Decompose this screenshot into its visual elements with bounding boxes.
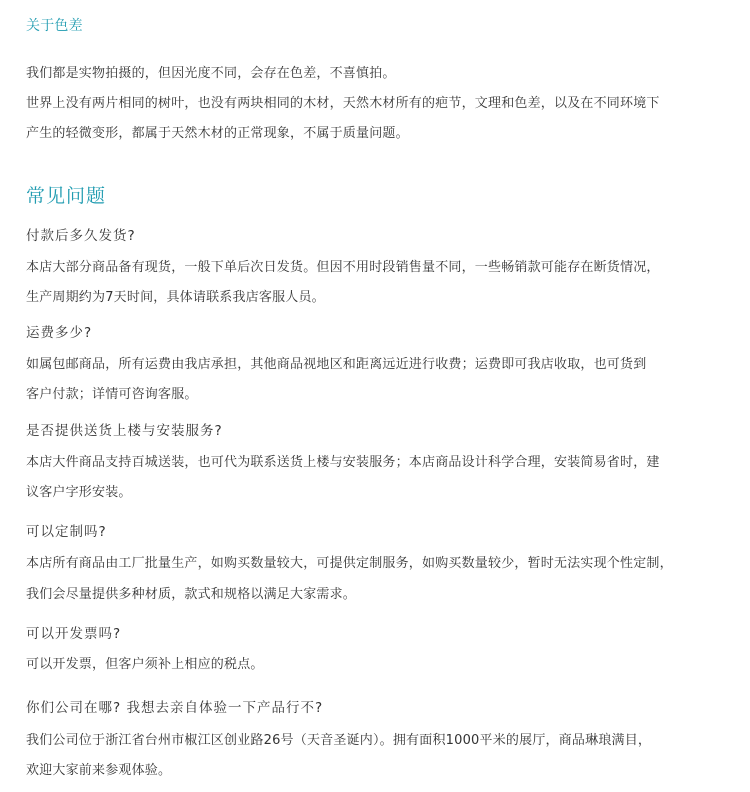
faq-question-delivery-install: 是否提供送货上楼与安装服务? (26, 423, 223, 439)
color-difference-heading: 关于色差 (26, 18, 83, 34)
faq-question-company-location: 你们公司在哪? 我想去亲自体验一下产品行不? (26, 700, 324, 716)
faq-answer-company-location-line-1: 我们公司位于浙江省台州市椒江区创业路26号（天音圣诞内）。拥有面积1000平米的展厅，商品琳琅满目， (26, 733, 652, 748)
faq-answer-delivery-install-line-1: 本店大件商品支持百城送装，也可代为联系送货上楼与安装服务；本店商品设计科学合理，安装简易省时，建 (26, 455, 660, 470)
faq-answer-company-location-line-2: 欢迎大家前来参观体验。 (26, 763, 172, 778)
faq-answer-delivery-install-line-2: 议客户字形安装。 (26, 485, 132, 500)
faq-answer-customization-line-1: 本店所有商品由工厂批量生产，如购买数量较大，可提供定制服务，如购买数量较少，暂时无法实现个性定制， (26, 556, 673, 571)
color-difference-line-3: 产生的轻微变形，都属于天然木材的正常现象，不属于质量问题。 (26, 126, 409, 141)
faq-answer-invoice-line-1: 可以开发票，但客户须补上相应的税点。 (26, 657, 264, 672)
faq-heading: 常见问题 (26, 185, 107, 207)
faq-question-shipping-time: 付款后多久发货? (26, 228, 136, 244)
faq-answer-customization-line-2: 我们会尽量提供多种材质，款式和规格以满足大家需求。 (26, 587, 357, 602)
faq-question-invoice: 可以开发票吗? (26, 626, 122, 642)
faq-answer-shipping-cost-line-1: 如属包邮商品，所有运费由我店承担，其他商品视地区和距离远近进行收费；运费即可我店收取，也可货到 (26, 357, 647, 372)
faq-answer-shipping-time-line-2: 生产周期约为7天时间，具体请联系我店客服人员。 (26, 290, 325, 305)
faq-question-shipping-cost: 运费多少? (26, 325, 93, 341)
faq-answer-shipping-cost-line-2: 客户付款；详情可咨询客服。 (26, 387, 198, 402)
color-difference-line-2: 世界上没有两片相同的树叶，也没有两块相同的木材，天然木材所有的疤节，文理和色差，以及在不同环境下 (26, 96, 660, 111)
color-difference-line-1: 我们都是实物拍摄的，但因光度不同，会存在色差，不喜慎拍。 (26, 66, 396, 81)
faq-answer-shipping-time-line-1: 本店大部分商品备有现货，一般下单后次日发货。但因不用时段销售量不同，一些畅销款可能存在断货情况， (26, 260, 660, 275)
faq-question-customization: 可以定制吗? (26, 524, 107, 540)
